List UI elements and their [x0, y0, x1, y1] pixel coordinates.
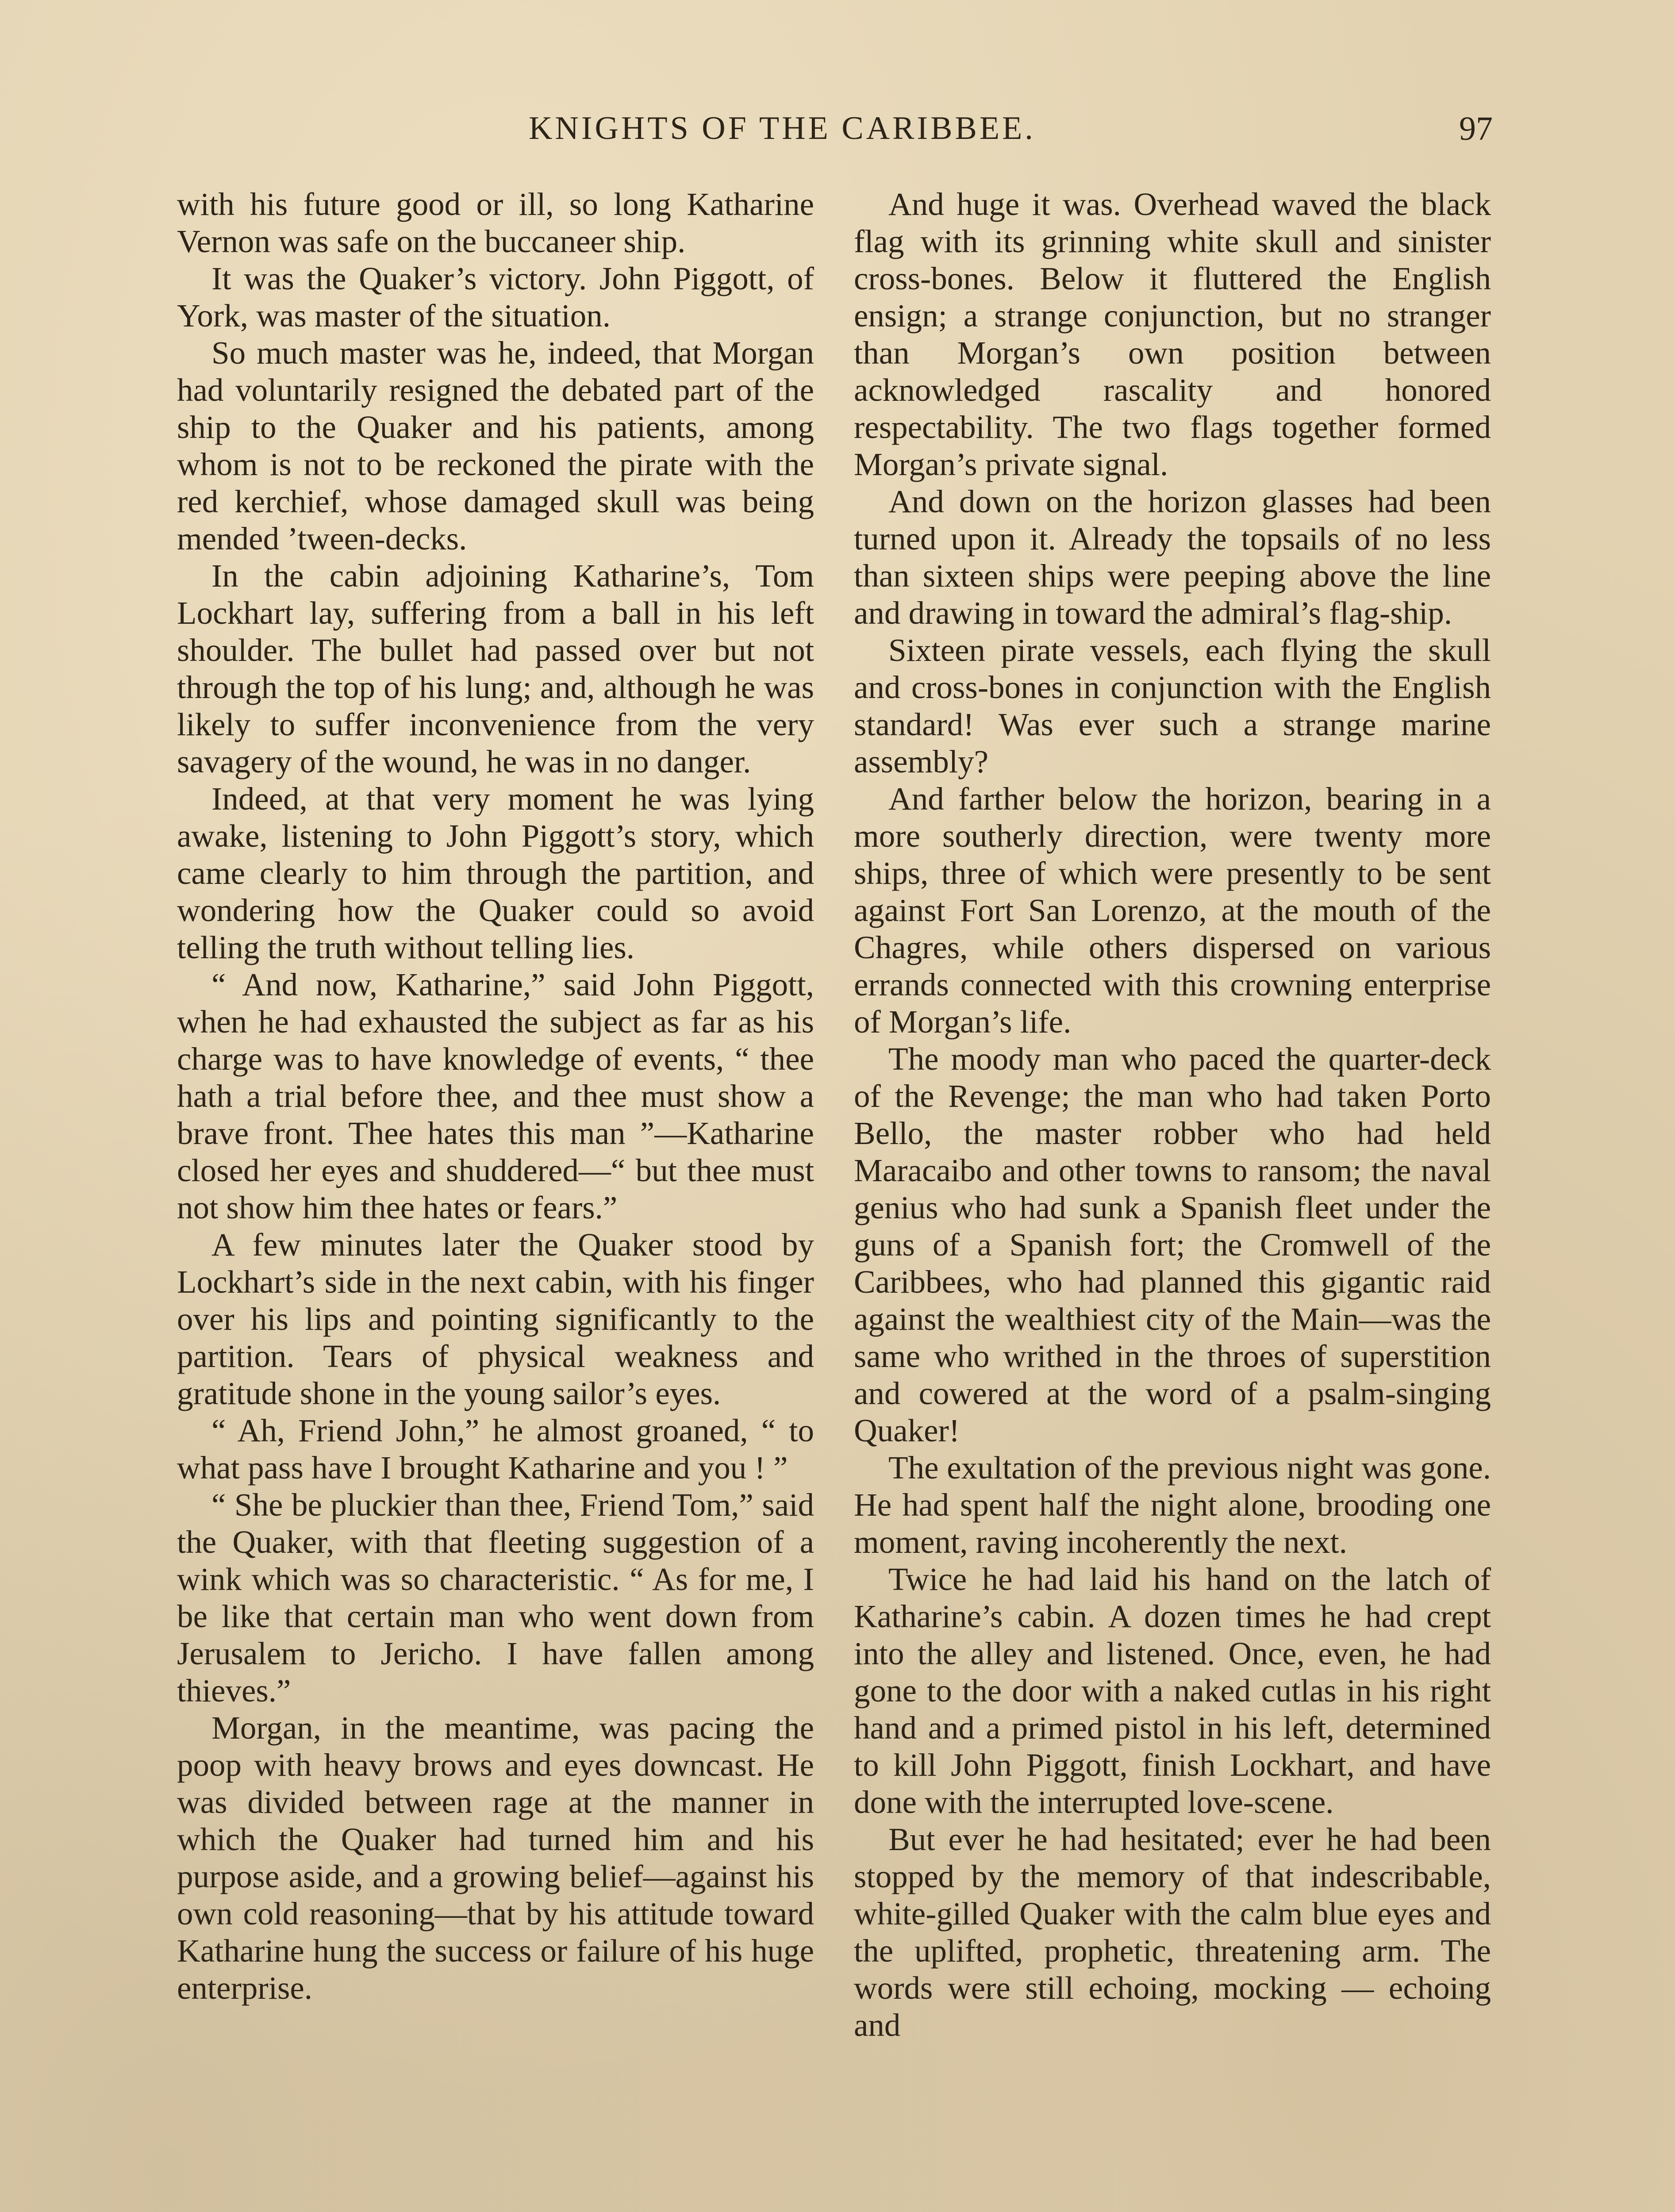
page-header: [0, 110, 1675, 158]
paragraph: Twice he had laid his hand on the latch of Katharine’s cabin. A dozen times he had crept into the alley and listened. Once, even, he had gone to the door with a naked cutlas in his right hand and a primed pistol in his left, determined to kill John Piggott, finish Lockhart, and have done with the interrupted love-scene.: [854, 1561, 1491, 1820]
paragraph: Morgan, in the meantime, was pacing the poop with heavy brows and eyes downcast. He was divided between rage at the manner in which the Quaker had turned him and his purpose aside, and a growing belief—against his own cold reasoning—that by his attitude toward Katharine hung the success or failure of his huge enterprise.: [177, 1710, 814, 2006]
paragraph: with his future good or ill, so long Katharine Vernon was safe on the buccaneer ship.: [177, 186, 814, 259]
paragraph: So much master was he, indeed, that Morgan had voluntarily resigned the debated part of the ship to the Quaker and his patients, among whom is not to be reckoned the pirate with the red kerchief, whose damaged skull was being mended ’tween-decks.: [177, 335, 814, 557]
paragraph: And farther below the horizon, bearing in a more southerly direction, were twenty more ships, three of which were presently to be sent against Fort San Lorenzo, at the mouth of the Chagres, while others dispersed on various errands connected with this crowning enterprise of Morgan’s life.: [854, 781, 1491, 1040]
paragraph: “ Ah, Friend John,” he almost groaned, “ to what pass have I brought Katharine and you ! ”: [177, 1413, 814, 1486]
paragraph: In the cabin adjoining Katharine’s, Tom Lockhart lay, suffering from a ball in his left shoulder. The bullet had passed over but not through the top of his lung; and, although he was likely to suffer inconvenience from the very savagery of the wound, he was in no danger.: [177, 558, 814, 780]
paragraph: Indeed, at that very moment he was lying awake, listening to John Piggott’s story, which came clearly to him through the partition, and wondering how the Quaker could so avoid telling the truth without telling lies.: [177, 781, 814, 965]
page-number: 97: [1459, 110, 1493, 147]
running-title: KNIGHTS OF THE CARIBBEE.: [529, 110, 1036, 146]
paragraph: Sixteen pirate vessels, each flying the skull and cross-bones in conjunction with the English standard! Was ever such a strange marine assembly?: [854, 632, 1491, 780]
left-text-column: [177, 186, 814, 2007]
paragraph: And down on the horizon glasses had been turned upon it. Already the topsails of no less than sixteen ships were peeping above the line and drawing in toward the admiral’s flag-ship.: [854, 484, 1491, 631]
paragraph: The exultation of the previous night was gone. He had spent half the night alone, brooding one moment, raving incoherently the next.: [854, 1450, 1491, 1560]
paragraph: “ And now, Katharine,” said John Piggott, when he had exhausted the subject as far as his charge was to have knowledge of events, “ thee hath a trial before thee, and thee must show a brave front. Thee hates this man ”—Katharine closed her eyes and shuddered—“ but thee must not show him thee hates or fears.”: [177, 967, 814, 1225]
paragraph: It was the Quaker’s victory. John Piggott, of York, was master of the situation.: [177, 261, 814, 334]
paragraph: The moody man who paced the quarter-deck of the Revenge; the man who had taken Porto Bello, the master robber who had held Maracaibo and other towns to ransom; the naval genius who had sunk a Spanish fleet under the guns of a Spanish fort; the Cromwell of the Caribbees, who had planned this gigantic raid against the wealthiest city of the Main—was the same who writhed in the throes of superstition and cowered at the word of a psalm-singing Quaker!: [854, 1041, 1491, 1448]
paragraph: But ever he had hesitated; ever he had been stopped by the memory of that indescribable, white-gilled Quaker with the calm blue eyes and the uplifted, prophetic, threatening arm. The words were still echoing, mocking — echoing and: [854, 1821, 1491, 2043]
paragraph: A few minutes later the Quaker stood by Lockhart’s side in the next cabin, with his finger over his lips and pointing significantly to the partition. Tears of physical weakness and gratitude shone in the young sailor’s eyes.: [177, 1227, 814, 1411]
right-text-column: [854, 186, 1491, 2044]
paragraph: And huge it was. Overhead waved the black flag with its grinning white skull and sinister cross-bones. Below it fluttered the English ensign; a strange conjunction, but no stranger than Morgan’s own position between acknowledged rascality and honored respectability. The two flags together formed Morgan’s private signal.: [854, 186, 1491, 482]
paragraph: “ She be pluckier than thee, Friend Tom,” said the Quaker, with that fleeting suggestion of a wink which was so characteristic. “ As for me, I be like that certain man who went down from Jerusalem to Jericho. I have fallen among thieves.”: [177, 1487, 814, 1709]
